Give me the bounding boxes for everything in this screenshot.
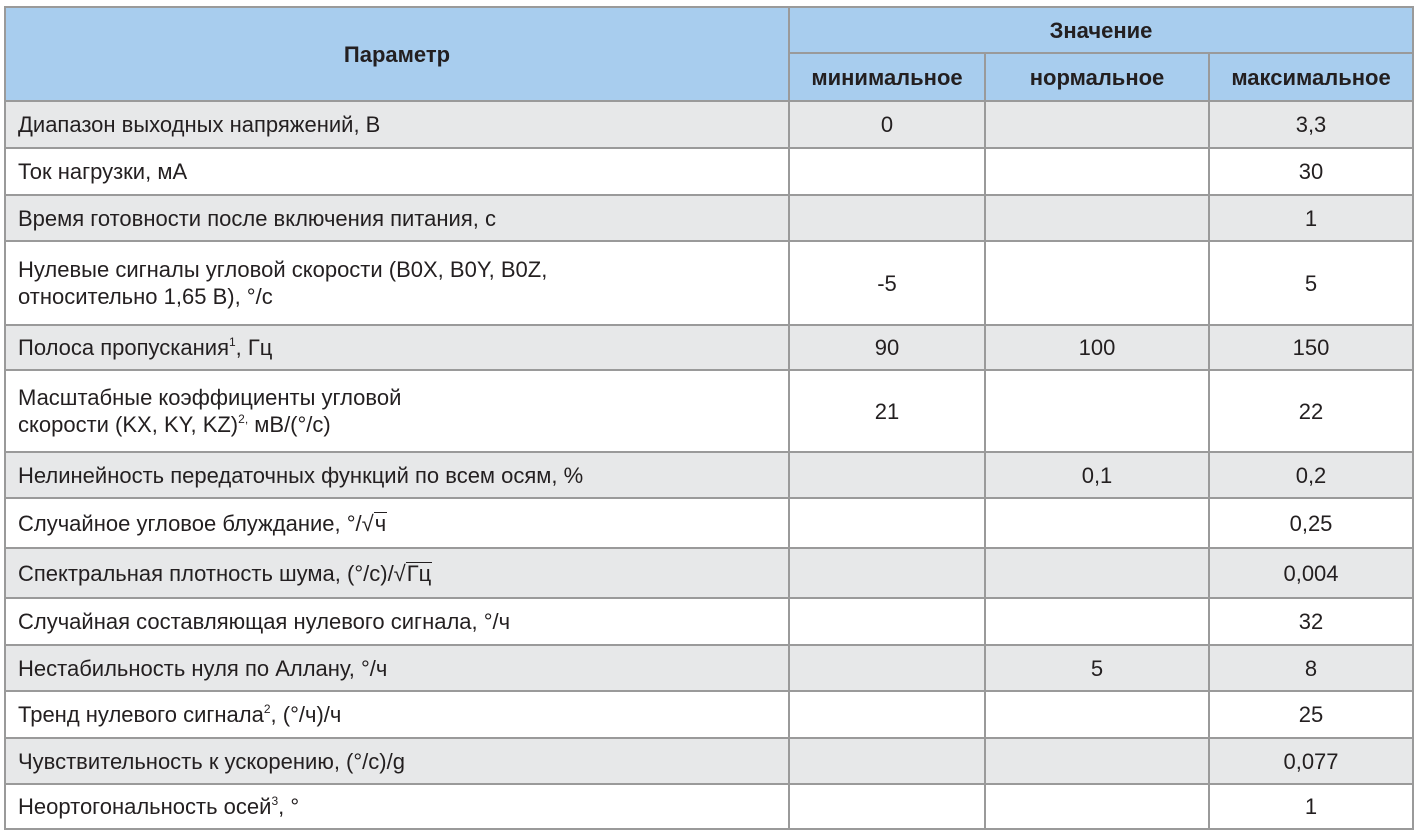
header-min: минимальное (789, 53, 985, 101)
min-cell: 0 (789, 101, 985, 148)
norm-cell: 0,1 (985, 452, 1209, 498)
norm-cell (985, 148, 1209, 195)
param-text: , ° (278, 794, 300, 819)
max-cell: 32 (1209, 598, 1413, 645)
radicand: Гц (406, 560, 432, 586)
param-cell: Случайная составляющая нулевого сигнала, °/ч (5, 598, 789, 645)
table-row (5, 691, 1413, 738)
param-text: скорости (KX, KY, KZ) (18, 412, 239, 437)
min-cell: -5 (789, 241, 985, 325)
min-cell (789, 148, 985, 195)
table-row (5, 101, 1413, 148)
param-cell (5, 548, 789, 598)
min-cell: 21 (789, 370, 985, 452)
norm-cell (985, 691, 1209, 738)
max-cell: 0,2 (1209, 452, 1413, 498)
param-line: Нулевые сигналы угловой скорости (B0X, B0Y, B0Z, (18, 257, 548, 282)
param-text: Полоса пропускания (18, 335, 229, 360)
min-cell (789, 195, 985, 241)
norm-cell (985, 498, 1209, 548)
table-row (5, 195, 1413, 241)
footnote-mark: 3 (271, 794, 279, 808)
param-text: Неортогональность осей (18, 794, 272, 819)
max-cell: 8 (1209, 645, 1413, 691)
param-cell (5, 370, 789, 452)
norm-cell (985, 548, 1209, 598)
table-row (5, 498, 1413, 548)
norm-cell: 100 (985, 325, 1209, 370)
param-text: , Гц (235, 335, 273, 360)
norm-cell (985, 784, 1209, 829)
param-cell: Нелинейность передаточных функций по всем осям, % (5, 452, 789, 498)
param-text: Случайное угловое блуждание, °/√ (18, 510, 374, 536)
table-row (5, 241, 1413, 325)
min-cell (789, 548, 985, 598)
min-cell (789, 645, 985, 691)
norm-cell (985, 598, 1209, 645)
parameters-table (4, 6, 1414, 830)
param-cell (5, 498, 789, 548)
max-cell: 25 (1209, 691, 1413, 738)
param-cell: Нестабильность нуля по Аллану, °/ч (5, 645, 789, 691)
table-row (5, 148, 1413, 195)
table-row (5, 370, 1413, 452)
param-cell (5, 691, 789, 738)
table-row (5, 738, 1413, 784)
max-cell: 0,004 (1209, 548, 1413, 598)
max-cell: 5 (1209, 241, 1413, 325)
min-cell (789, 598, 985, 645)
min-cell: 90 (789, 325, 985, 370)
header-norm: нормальное (985, 53, 1209, 101)
param-cell (5, 784, 789, 829)
max-cell: 3,3 (1209, 101, 1413, 148)
max-cell: 0,25 (1209, 498, 1413, 548)
max-cell: 1 (1209, 195, 1413, 241)
footnote-mark: 2 (263, 702, 271, 716)
param-line: Масштабные коэффициенты угловой (18, 385, 402, 410)
min-cell (789, 738, 985, 784)
header-value: Значение (789, 7, 1413, 53)
param-cell: Чувствительность к ускорению, (°/с)/g (5, 738, 789, 784)
footnote-mark: 1 (228, 335, 236, 349)
param-cell: Диапазон выходных напряжений, В (5, 101, 789, 148)
norm-cell (985, 370, 1209, 452)
table-row (5, 325, 1413, 370)
param-text: Спектральная плотность шума, (°/с)/√ (18, 560, 406, 586)
norm-cell (985, 101, 1209, 148)
param-line: относительно 1,65 В), °/с (18, 284, 273, 309)
norm-cell (985, 738, 1209, 784)
min-cell (789, 498, 985, 548)
param-cell: Время готовности после включения питания, с (5, 195, 789, 241)
table-row (5, 784, 1413, 829)
norm-cell (985, 195, 1209, 241)
table-row (5, 452, 1413, 498)
min-cell (789, 691, 985, 738)
param-text: Тренд нулевого сигнала (18, 702, 264, 727)
max-cell: 150 (1209, 325, 1413, 370)
min-cell (789, 784, 985, 829)
table-row (5, 598, 1413, 645)
min-cell (789, 452, 985, 498)
max-cell: 1 (1209, 784, 1413, 829)
header-parameter: Параметр (5, 7, 789, 101)
header-max: максимальное (1209, 53, 1413, 101)
norm-cell (985, 241, 1209, 325)
radicand: ч (374, 510, 387, 536)
table-row (5, 645, 1413, 691)
norm-cell: 5 (985, 645, 1209, 691)
param-text: мВ/(°/с) (248, 412, 331, 437)
param-cell: Ток нагрузки, мА (5, 148, 789, 195)
param-cell (5, 325, 789, 370)
param-line (18, 411, 776, 438)
param-text: , (°/ч)/ч (270, 702, 342, 727)
table-row (5, 548, 1413, 598)
footnote-mark: 2, (238, 412, 249, 426)
max-cell: 30 (1209, 148, 1413, 195)
max-cell: 22 (1209, 370, 1413, 452)
param-cell (5, 241, 789, 325)
max-cell: 0,077 (1209, 738, 1413, 784)
